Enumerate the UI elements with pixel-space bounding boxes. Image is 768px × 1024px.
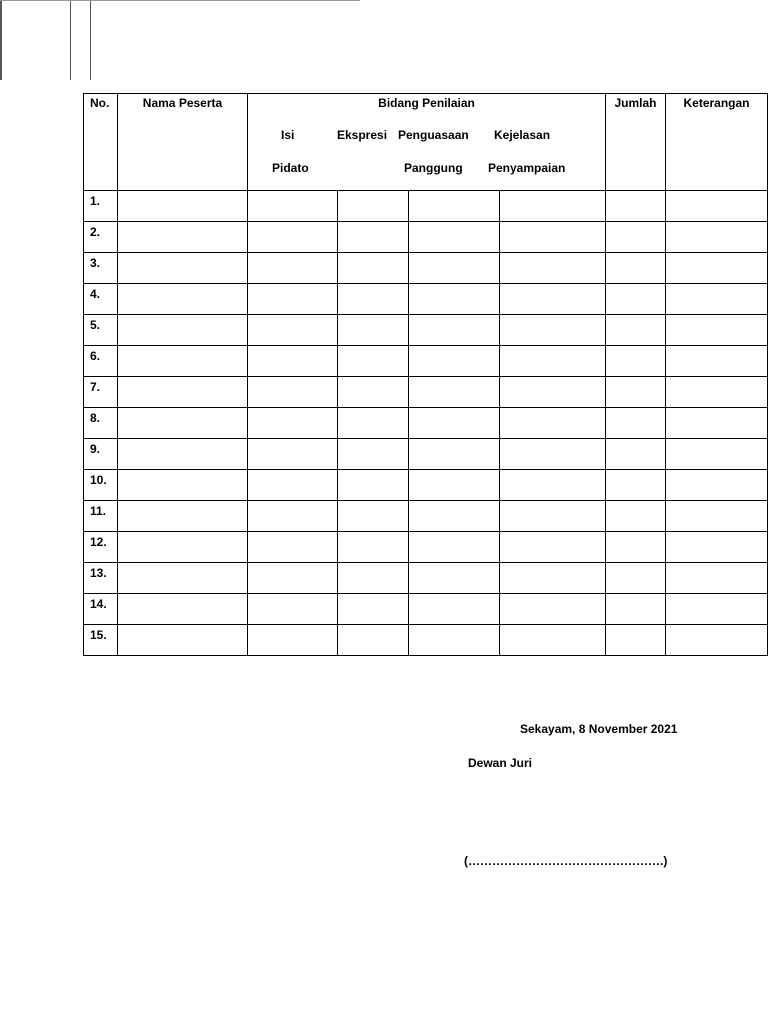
empty-cell: [666, 222, 768, 253]
table-row: [84, 470, 768, 501]
empty-cell: [409, 563, 500, 594]
table-row: [84, 408, 768, 439]
empty-cell: [606, 253, 666, 284]
empty-cell: [500, 346, 606, 377]
role-label: Dewan Juri: [468, 756, 533, 770]
empty-cell: [118, 563, 248, 594]
row-number: 12.: [84, 532, 118, 563]
empty-cell: [500, 315, 606, 346]
empty-cell: [409, 594, 500, 625]
empty-cell: [606, 501, 666, 532]
empty-cell: [409, 377, 500, 408]
decorative-line: [0, 0, 2, 80]
empty-cell: [248, 625, 338, 656]
empty-cell: [500, 439, 606, 470]
decorative-line: [90, 0, 91, 80]
empty-cell: [338, 439, 409, 470]
empty-cell: [666, 439, 768, 470]
table-row: [84, 532, 768, 563]
empty-cell: [118, 439, 248, 470]
empty-cell: [338, 191, 409, 222]
empty-cell: [338, 594, 409, 625]
empty-cell: [248, 501, 338, 532]
empty-cell: [500, 408, 606, 439]
empty-cell: [409, 284, 500, 315]
empty-cell: [338, 563, 409, 594]
empty-cell: [500, 625, 606, 656]
decorative-line: [70, 0, 71, 80]
header-bidang-penilaian: [248, 94, 606, 191]
empty-cell: [500, 501, 606, 532]
empty-cell: [666, 532, 768, 563]
empty-cell: [338, 253, 409, 284]
empty-cell: [248, 563, 338, 594]
empty-cell: [606, 532, 666, 563]
empty-cell: [666, 377, 768, 408]
empty-cell: [248, 594, 338, 625]
empty-cell: [606, 377, 666, 408]
empty-cell: [606, 284, 666, 315]
empty-cell: [409, 625, 500, 656]
empty-cell: [118, 253, 248, 284]
bidang-title: Bidang Penilaian: [378, 96, 475, 110]
header-no: No.: [84, 94, 118, 191]
table-row: [84, 439, 768, 470]
decorative-line: [0, 0, 360, 1]
empty-cell: [409, 470, 500, 501]
row-number: 14.: [84, 594, 118, 625]
empty-cell: [248, 191, 338, 222]
empty-cell: [666, 563, 768, 594]
empty-cell: [666, 408, 768, 439]
empty-cell: [666, 470, 768, 501]
table-row: [84, 594, 768, 625]
table-row: [84, 346, 768, 377]
empty-cell: [248, 346, 338, 377]
empty-cell: [606, 439, 666, 470]
row-number: 3.: [84, 253, 118, 284]
empty-cell: [118, 377, 248, 408]
header-nama-peserta: Nama Peserta: [118, 94, 248, 191]
empty-cell: [409, 191, 500, 222]
row-number: 13.: [84, 563, 118, 594]
empty-cell: [338, 532, 409, 563]
empty-cell: [338, 501, 409, 532]
empty-cell: [118, 222, 248, 253]
sub-header-penyampaian: Penyampaian: [488, 161, 566, 175]
empty-cell: [409, 315, 500, 346]
empty-cell: [409, 408, 500, 439]
empty-cell: [409, 501, 500, 532]
empty-cell: [338, 284, 409, 315]
table-row: [84, 315, 768, 346]
empty-cell: [409, 222, 500, 253]
empty-cell: [248, 532, 338, 563]
empty-cell: [248, 408, 338, 439]
empty-cell: [666, 191, 768, 222]
empty-cell: [666, 501, 768, 532]
empty-cell: [118, 284, 248, 315]
empty-cell: [118, 532, 248, 563]
empty-cell: [338, 408, 409, 439]
row-number: 5.: [84, 315, 118, 346]
empty-cell: [118, 501, 248, 532]
empty-cell: [248, 439, 338, 470]
empty-cell: [118, 408, 248, 439]
header-jumlah: Jumlah: [606, 94, 666, 191]
row-number: 9.: [84, 439, 118, 470]
empty-cell: [666, 346, 768, 377]
empty-cell: [248, 470, 338, 501]
sub-header-kejelasan: Kejelasan: [494, 128, 551, 142]
table-body: [84, 191, 768, 656]
empty-cell: [500, 594, 606, 625]
empty-cell: [118, 594, 248, 625]
empty-cell: [500, 222, 606, 253]
empty-cell: [338, 377, 409, 408]
empty-cell: [248, 284, 338, 315]
empty-cell: [500, 532, 606, 563]
empty-cell: [666, 284, 768, 315]
row-number: 11.: [84, 501, 118, 532]
empty-cell: [606, 594, 666, 625]
empty-cell: [118, 315, 248, 346]
row-number: 2.: [84, 222, 118, 253]
empty-cell: [118, 625, 248, 656]
row-number: 1.: [84, 191, 118, 222]
table-row: [84, 191, 768, 222]
empty-cell: [500, 470, 606, 501]
empty-cell: [248, 315, 338, 346]
empty-cell: [666, 594, 768, 625]
empty-cell: [666, 253, 768, 284]
empty-cell: [500, 563, 606, 594]
table-row: [84, 284, 768, 315]
empty-cell: [500, 191, 606, 222]
empty-cell: [409, 346, 500, 377]
row-number: 15.: [84, 625, 118, 656]
empty-cell: [338, 222, 409, 253]
row-number: 7.: [84, 377, 118, 408]
empty-cell: [338, 315, 409, 346]
table-header-row: [84, 94, 768, 191]
row-number: 4.: [84, 284, 118, 315]
header-keterangan: Keterangan: [666, 94, 768, 191]
signature-line: (………………………………………….): [464, 854, 668, 868]
empty-cell: [409, 532, 500, 563]
empty-cell: [606, 563, 666, 594]
empty-cell: [500, 284, 606, 315]
sub-header-isi: Isi: [281, 128, 295, 142]
empty-cell: [248, 222, 338, 253]
place-date: Sekayam, 8 November 2021: [520, 722, 678, 736]
empty-cell: [500, 377, 606, 408]
empty-cell: [118, 191, 248, 222]
empty-cell: [338, 625, 409, 656]
row-number: 10.: [84, 470, 118, 501]
empty-cell: [409, 439, 500, 470]
empty-cell: [338, 470, 409, 501]
table-row: [84, 563, 768, 594]
empty-cell: [118, 346, 248, 377]
empty-cell: [606, 315, 666, 346]
empty-cell: [409, 253, 500, 284]
empty-cell: [606, 625, 666, 656]
empty-cell: [606, 408, 666, 439]
empty-cell: [606, 222, 666, 253]
empty-cell: [118, 470, 248, 501]
sub-header-penguasaan: Penguasaan: [398, 128, 469, 142]
empty-cell: [606, 470, 666, 501]
score-table: [83, 93, 768, 656]
table-row: [84, 222, 768, 253]
empty-cell: [500, 253, 606, 284]
table-row: [84, 625, 768, 656]
empty-cell: [606, 346, 666, 377]
row-number: 8.: [84, 408, 118, 439]
sub-header-pidato: Pidato: [272, 161, 309, 175]
empty-cell: [248, 253, 338, 284]
row-number: 6.: [84, 346, 118, 377]
empty-cell: [248, 377, 338, 408]
empty-cell: [606, 191, 666, 222]
empty-cell: [338, 346, 409, 377]
empty-cell: [666, 625, 768, 656]
table-row: [84, 253, 768, 284]
empty-cell: [666, 315, 768, 346]
sub-header-ekspresi: Ekspresi: [337, 128, 388, 142]
table-row: [84, 501, 768, 532]
table-row: [84, 377, 768, 408]
sub-header-panggung: Panggung: [404, 161, 463, 175]
